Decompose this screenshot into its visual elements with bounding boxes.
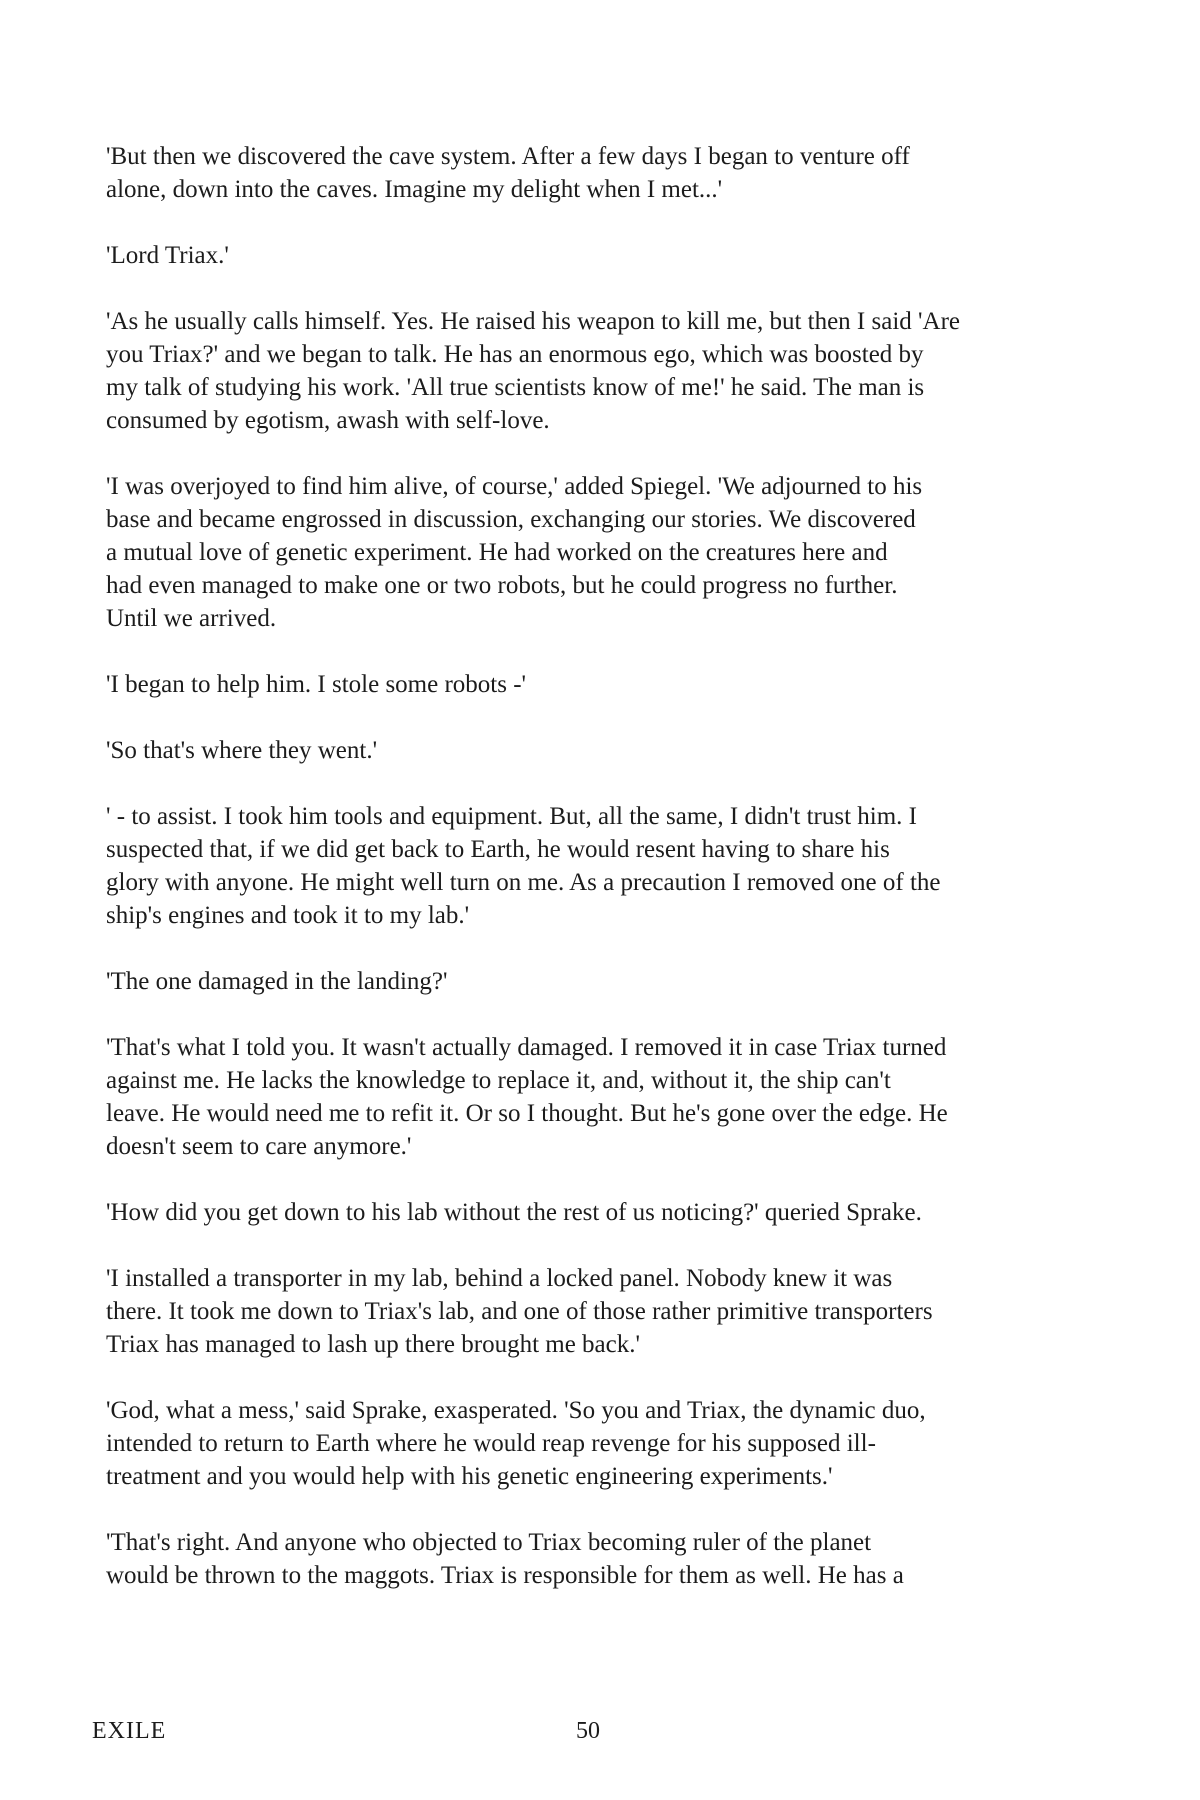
- paragraph: [106, 1031, 1106, 1163]
- text-line: against me. He lacks the knowledge to replace it, and, without it, the ship can't: [106, 1067, 891, 1094]
- text-line: 'I began to help him. I stole some robots -': [106, 671, 527, 698]
- paragraph: [106, 800, 1106, 932]
- paragraph: [106, 1526, 1106, 1592]
- text-line: ship's engines and took it to my lab.': [106, 902, 470, 929]
- paragraph: [106, 239, 1106, 272]
- text-line: 'How did you get down to his lab without the rest of us noticing?' queried Sprake.: [106, 1199, 922, 1226]
- page-number: 50: [576, 1718, 600, 1744]
- text-line: 'That's what I told you. It wasn't actually damaged. I removed it in case Triax turned: [106, 1034, 947, 1061]
- text-line: 'I installed a transporter in my lab, behind a locked panel. Nobody knew it was: [106, 1265, 893, 1292]
- text-line: Triax has managed to lash up there brought me back.': [106, 1331, 641, 1358]
- paragraph: [106, 305, 1106, 437]
- paragraph: [106, 1394, 1106, 1493]
- paragraph: [106, 1196, 1106, 1229]
- text-line: there. It took me down to Triax's lab, and one of those rather primitive transporters: [106, 1298, 933, 1325]
- text-line: Until we arrived.: [106, 605, 277, 632]
- text-line: 'As he usually calls himself. Yes. He raised his weapon to kill me, but then I said 'Are: [106, 308, 961, 335]
- text-line: consumed by egotism, awash with self-love.: [106, 407, 550, 434]
- text-line: 'I was overjoyed to find him alive, of course,' added Spiegel. 'We adjourned to his: [106, 473, 923, 500]
- text-line: leave. He would need me to refit it. Or so I thought. But he's gone over the edge. He: [106, 1100, 948, 1127]
- text-line: intended to return to Earth where he would reap revenge for his supposed ill-: [106, 1430, 876, 1457]
- text-line: 'Lord Triax.': [106, 242, 229, 269]
- text-line: had even managed to make one or two robots, but he could progress no further.: [106, 572, 898, 599]
- text-line: you Triax?' and we began to talk. He has an enormous ego, which was boosted by: [106, 341, 924, 368]
- paragraph: [106, 734, 1106, 767]
- body-text: [106, 140, 1106, 1625]
- text-line: alone, down into the caves. Imagine my delight when I met...': [106, 176, 723, 203]
- text-line: would be thrown to the maggots. Triax is responsible for them as well. He has a: [106, 1562, 904, 1589]
- running-footer-title: EXILE: [92, 1718, 167, 1744]
- text-line: my talk of studying his work. 'All true scientists know of me!' he said. The man is: [106, 374, 925, 401]
- text-line: a mutual love of genetic experiment. He had worked on the creatures here and: [106, 539, 888, 566]
- text-line: 'That's right. And anyone who objected to Triax becoming ruler of the planet: [106, 1529, 872, 1556]
- paragraph: [106, 668, 1106, 701]
- paragraph: [106, 1262, 1106, 1361]
- text-line: 'But then we discovered the cave system. After a few days I began to venture off: [106, 143, 910, 170]
- text-line: 'The one damaged in the landing?': [106, 968, 448, 995]
- text-line: treatment and you would help with his genetic engineering experiments.': [106, 1463, 833, 1490]
- text-line: suspected that, if we did get back to Earth, he would resent having to share his: [106, 836, 890, 863]
- text-line: glory with anyone. He might well turn on me. As a precaution I removed one of the: [106, 869, 941, 896]
- paragraph: [106, 470, 1106, 635]
- text-line: 'So that's where they went.': [106, 737, 378, 764]
- paragraph: [106, 965, 1106, 998]
- paragraph: [106, 140, 1106, 206]
- text-line: base and became engrossed in discussion, exchanging our stories. We discovered: [106, 506, 916, 533]
- text-line: 'God, what a mess,' said Sprake, exasperated. 'So you and Triax, the dynamic duo,: [106, 1397, 926, 1424]
- text-line: ' - to assist. I took him tools and equipment. But, all the same, I didn't trust him. I: [106, 803, 918, 830]
- text-line: doesn't seem to care anymore.': [106, 1133, 412, 1160]
